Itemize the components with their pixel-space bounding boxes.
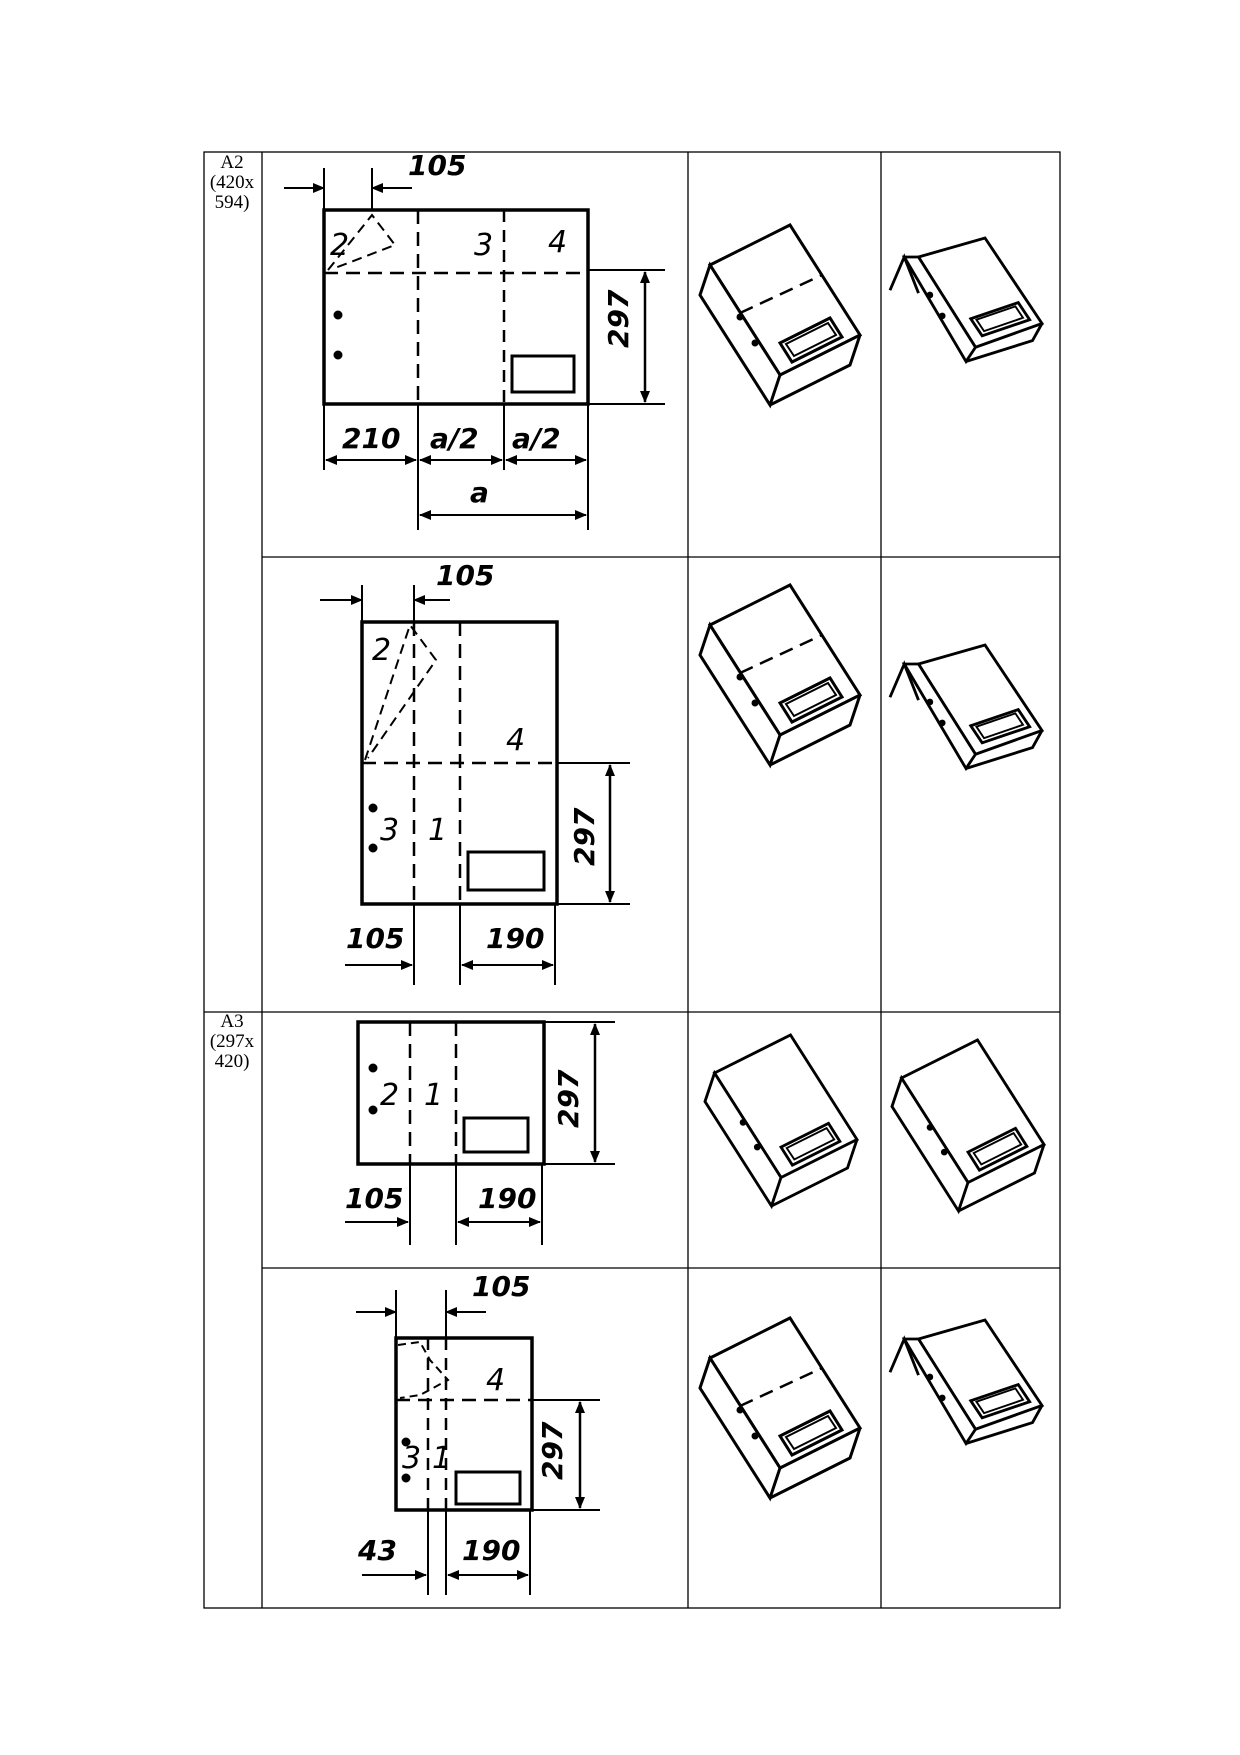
dim-bottom-2: 190 — [462, 1534, 521, 1567]
dim-top: 105 — [436, 559, 495, 592]
panel-number: 1 — [424, 1078, 444, 1113]
panel-number: 2 — [380, 1078, 400, 1113]
panel-number: 1 — [432, 1441, 452, 1476]
format-size-line2: 420) — [214, 1051, 250, 1072]
dim-total: a — [470, 476, 489, 509]
folded-sheet-icon-2a — [700, 585, 860, 765]
panel-number: 4 — [506, 723, 526, 758]
dim-height: 297 — [568, 807, 601, 866]
panel-number: 2 — [372, 633, 392, 668]
panel-number: 2 — [330, 228, 350, 263]
panel-number: 4 — [548, 225, 568, 260]
dim-bottom-1: 105 — [346, 922, 405, 955]
panel-number: 3 — [380, 813, 400, 848]
format-name: A3 — [220, 1011, 244, 1032]
format-size-line1: (297x — [209, 1031, 255, 1052]
dim-height: 297 — [536, 1421, 569, 1480]
dim-height: 297 — [602, 289, 635, 348]
format-name: A2 — [220, 152, 244, 173]
format-size-line1: (420x — [209, 172, 255, 193]
folded-sheet-icon-2b — [890, 645, 1042, 769]
dim-height: 297 — [552, 1069, 585, 1128]
folded-sheet-icon-3b — [892, 1040, 1044, 1211]
panel-number: 4 — [486, 1363, 506, 1398]
format-size-line2: 594) — [214, 192, 250, 213]
dim-bottom-1: 210 — [342, 422, 401, 455]
dim-bottom-1: 43 — [358, 1534, 397, 1567]
folded-sheet-icon-4b — [890, 1320, 1042, 1444]
folded-sheet-icon-4a — [700, 1318, 860, 1498]
dim-bottom-2: 190 — [478, 1182, 537, 1215]
dim-bottom-1: 105 — [345, 1182, 404, 1215]
panel-number: 3 — [402, 1441, 422, 1476]
folded-sheet-icon-1a — [700, 225, 860, 405]
table-grid — [204, 152, 1060, 1608]
folded-sheet-icon-3a — [705, 1035, 857, 1206]
panel-number: 1 — [428, 813, 448, 848]
dim-top: 105 — [408, 149, 467, 182]
dim-bottom-3: a/2 — [512, 422, 561, 455]
dim-bottom-2: a/2 — [430, 422, 479, 455]
panel-number: 3 — [474, 228, 494, 263]
folded-sheet-icon-1b — [890, 238, 1042, 362]
dim-bottom-2: 190 — [486, 922, 545, 955]
dim-top: 105 — [472, 1270, 531, 1303]
